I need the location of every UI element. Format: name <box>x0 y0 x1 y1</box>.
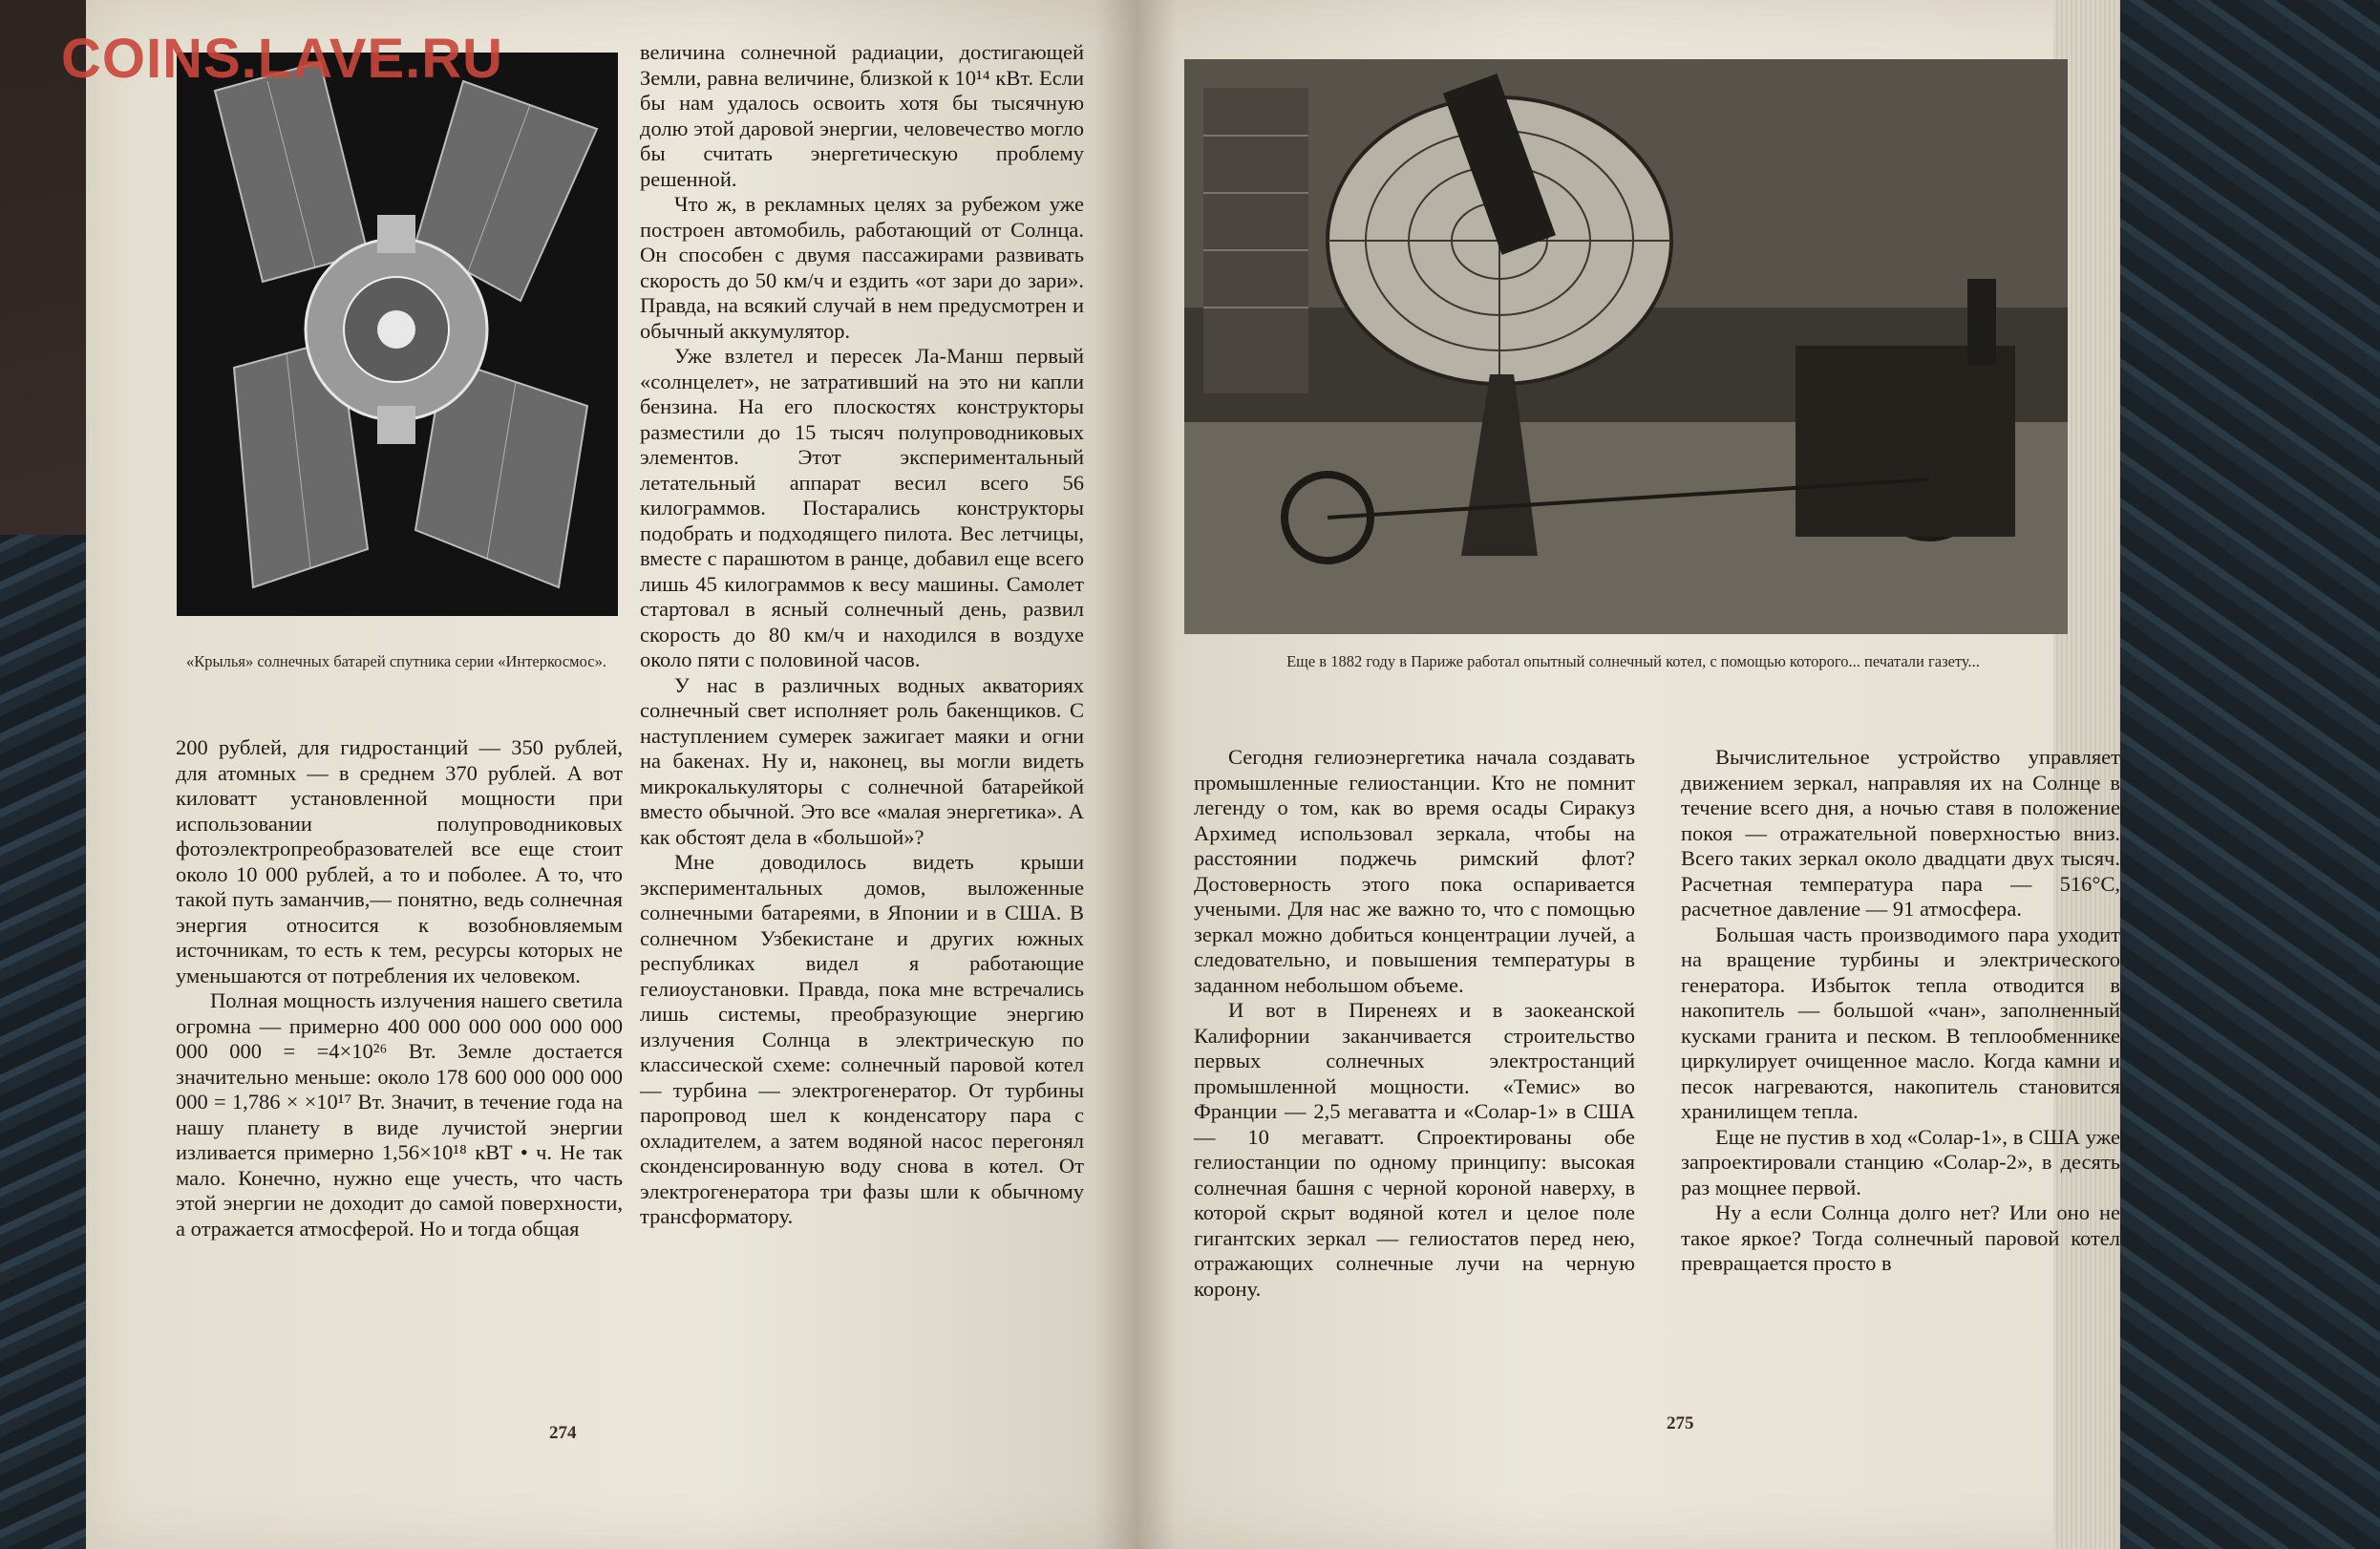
paragraph: И вот в Пиренеях и в заокеанской Калифорнии заканчивается строительство первых солнечных электростанций промышленной мощности. «Темис» во Франции — 2,5 мегаватта и «Солар-1» в США — 10 мегаватт. Спроектированы обе гелиостанции по одному принципу: высокая солнечная башня с черной короной наверху, в которой скрыт водяной котел и целое поле гигантских зеркал — гелиостатов перед нею, отражающих солнечные лучи на черную корону. <box>1194 998 1635 1301</box>
satellite-illustration <box>177 53 618 616</box>
solar-boiler-engraving <box>1184 59 2068 634</box>
paragraph: Сегодня гелиоэнергетика начала создавать промышленные гелиостанции. Кто не помнит легенду о том, как во время осады Сиракуз Архимед использовал зеркала, чтобы на расстоянии поджечь римский флот? Достоверность этого пока оспаривается учеными. Для нас же важно то, что с помощью зеркал можно добиться концентрации лучей, а следовательно, и повышения температуры в заданном небольшом объеме. <box>1194 745 1635 997</box>
paragraph: Еще не пустив в ход «Солар-1», в США уже запроектировали станцию «Солар-2», в десять раз мощнее первой. <box>1681 1124 2120 1199</box>
photo-caption-left: «Крылья» солнечных батарей спутника серии «Интеркосмос». <box>186 652 606 670</box>
page-number-right: 275 <box>1667 1413 1694 1433</box>
paragraph: Мне доводилось видеть крыши экспериментальных домов, выложенные солнечными батареями, в Японии и в США. В солнечном Узбекистане и других южных республиках видел я работающие гелиоустановки. Правда, пока мне встречались лишь системы, преобразующие энергию излучения Солнца в электрическую по классической схеме: солнечный паровой котел — турбина — электрогенератор. От турбины паропровод шел к конденсатору пара с охладителем, а затем водяной насос перегонял сконденсированную воду снова в котел. От электрогенератора три фазы шли к обычному трансформатору. <box>640 850 1084 1228</box>
text-column-right-b <box>1681 745 2120 1277</box>
paragraph: Ну а если Солнца долго нет? Или оно не такое яркое? Тогда солнечный паровой котел превращается просто в <box>1681 1200 2120 1275</box>
paragraph: Что ж, в рекламных целях за рубежом уже построен автомобиль, работающий от Солнца. Он способен с двумя пассажирами развивать скорость до 50 км/ч и ездить «от зари до зари». Правда, на всякий случай в нем предусмотрен и обычный аккумулятор. <box>640 192 1084 343</box>
paragraph: Вычислительное устройство управляет движением зеркал, направляя их на Солнце в течение всего дня, а ночью ставя в положение покоя — отражательной поверхностью вниз. Всего таких зеркал около двадцати двух тысяч. Расчетная температура пара — 516°С, расчетное давление — 91 атмосфера. <box>1681 745 2120 921</box>
text-column-left-a <box>176 735 623 1241</box>
paragraph: У нас в различных водных акваториях солнечный свет исполняет роль бакенщиков. С наступлением сумерек зажигает маяки и огни на бакенах. Ну и, наконец, вы могли видеть микрокалькуляторы с солнечной батарейкой вместо обычной. Это все «малая энергетика». А как обстоят дела в «большой»? <box>640 672 1084 849</box>
engraving-illustration <box>1184 59 2068 634</box>
paragraph: Уже взлетел и пересек Ла-Манш первый «солнцелет», не затративший на это ни капли бензина. На его плоскостях конструкторы разместили до 15 тысяч полупроводниковых элементов. Этот экспериментальный летательный аппарат весил всего 56 килограммов. Постарались конструкторы подобрать и подходящего пилота. Вес летчицы, вместе с парашютом в ранце, добавил еще всего лишь 45 килограммов к весу машины. Самолет стартовал в ясный солнечный день, развил скорость до 80 км/ч и находился в воздухе около пяти с половиной часов. <box>640 344 1084 671</box>
paragraph: 200 рублей, для гидростанций — 350 рублей, для атомных — в среднем 370 рублей. А вот киловатт установленной мощности при использовании полупроводниковых фотоэлектропреобразователей все еще стоит около 10 000 рублей, а то и поболее. А то, что такой путь заманчив,— понятно, ведь солнечная энергия относится к возобновляемым источникам, то есть к тем, ресурсы которых не уменьшаются от потребления их человеком. <box>176 735 623 987</box>
text-column-right-a <box>1194 745 1635 1302</box>
watermark-text: COINS.LAVE.RU <box>61 28 504 90</box>
paragraph: Полная мощность излучения нашего светила огромна — примерно 400 000 000 000 000 000 000 000 = =4×10²⁶ Вт. Земле достается значительно меньше: около 178 600 000 000 000 000 = 1,786 × ×10¹⁷ Вт. Значит, в течение года на нашу планету в виде лучистой энергии изливается примерно 1,56×10¹⁸ кВТ • ч. Не так мало. Конечно, нужно еще учесть, что часть этой энергии не доходит до самой поверхности, а отражается атмосферой. Но и тогда общая <box>176 988 624 1241</box>
paragraph: величина солнечной радиации, достигающей Земли, равна величине, близкой к 10¹⁴ кВт. Если бы нам удалось освоить хотя бы тысячную долю этой даровой энергии, человечество могло бы считать энергетическую проблему решенной. <box>640 40 1084 191</box>
paragraph: Большая часть производимого пара уходит на вращение турбины и электрического генератора. Избыток тепла отводится в накопитель — большой «чан», заполненный кусками гранита и песком. В теплообменнике циркулирует очищенное масло. Когда камни и песок нагреваются, накопитель становится хранилищем тепла. <box>1681 922 2120 1123</box>
text-column-left-b <box>640 40 1084 1230</box>
book-cover-left <box>0 535 86 1549</box>
page-number-left: 274 <box>549 1423 577 1443</box>
satellite-photo <box>177 53 618 616</box>
photo-caption-right: Еще в 1882 году в Париже работал опытный солнечный котел, с помощью которого... печатали газету... <box>1286 652 1980 670</box>
